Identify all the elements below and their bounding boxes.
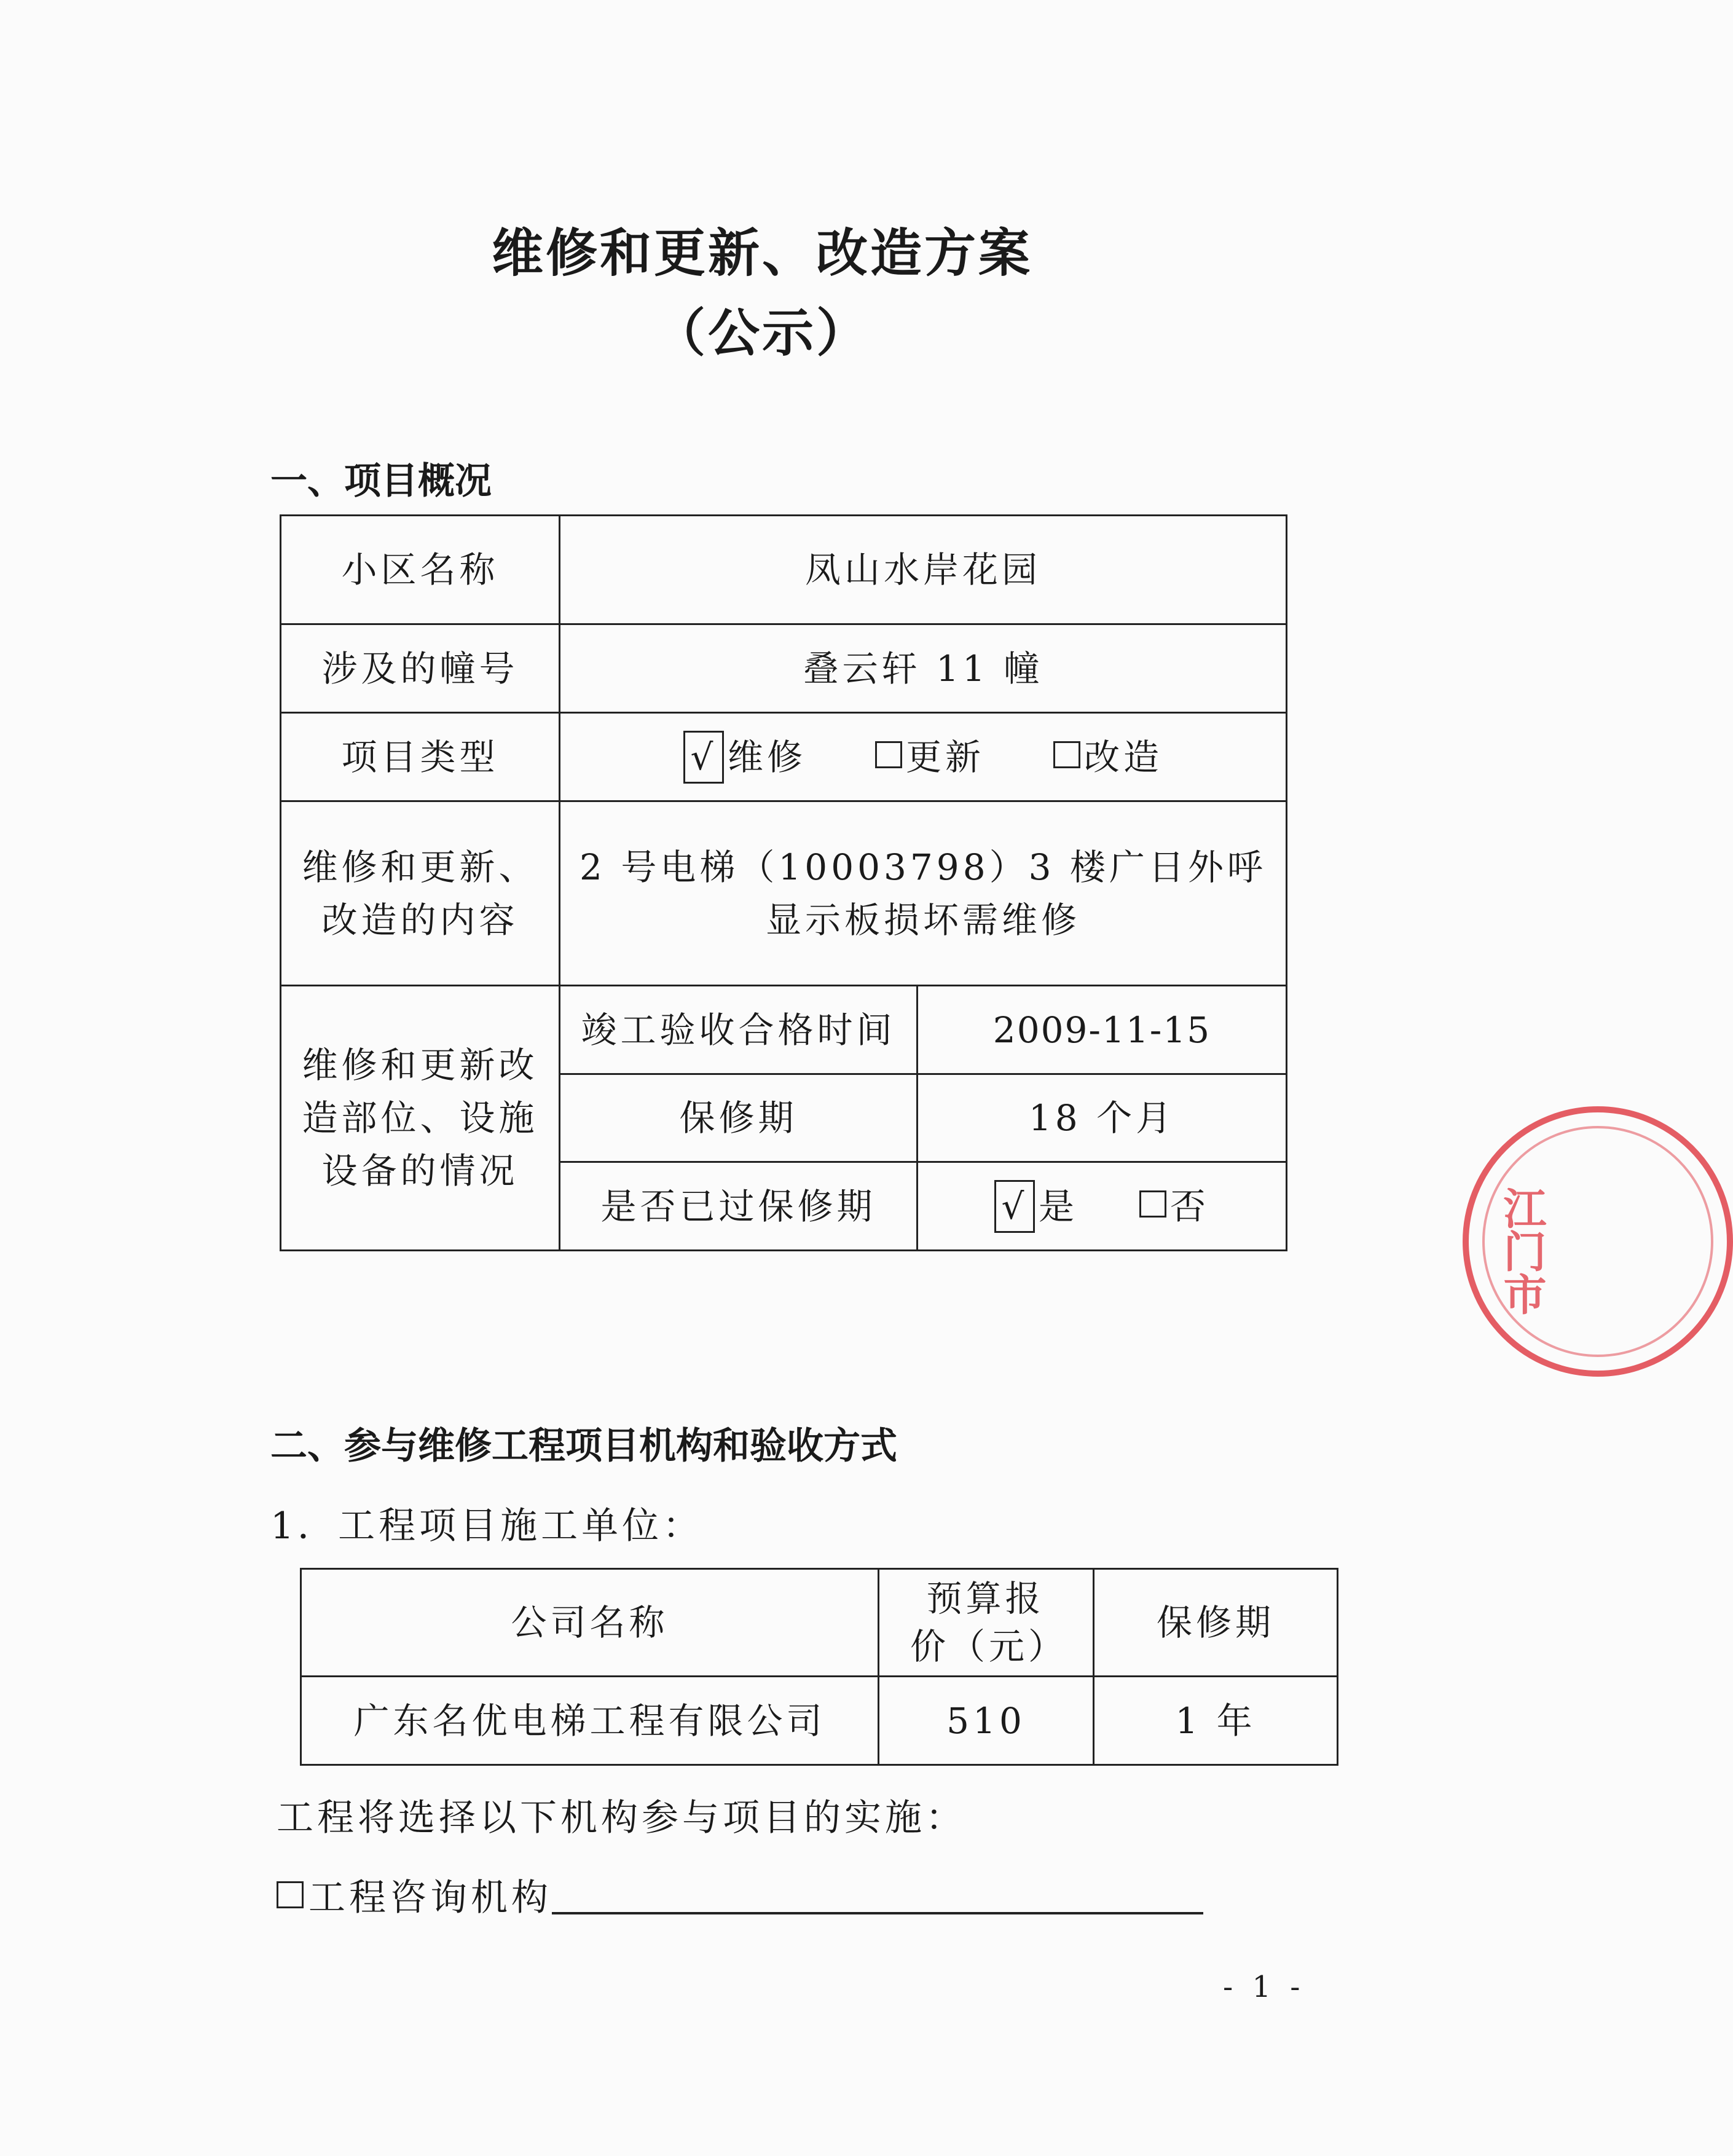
header-budget: 预算报价（元） [910,1578,1068,1667]
content-value: 2 号电梯（10003798）3 楼广日外呼显示板损坏需维修 [580,846,1267,941]
table-cell-budget: 510 [946,1699,1026,1742]
unchecked-checkbox-icon[interactable] [1139,1190,1166,1218]
expired-options [918,1163,1286,1249]
header-warranty: 保修期 [1156,1602,1275,1643]
warranty-label: 保修期 [679,1097,798,1139]
acceptance-date-value: 2009-11-15 [992,1009,1211,1051]
type-option-label: 改造 [1084,736,1163,778]
situation-label: 维修和更新改造部位、设施设备的情况 [302,1044,538,1192]
content-label: 维修和更新、改造的内容 [302,846,538,941]
page-number: - 1 - [1223,1970,1305,2004]
expired-option-label: 是 [1038,1185,1078,1227]
consult-fill-line[interactable] [552,1875,1203,1914]
type-option-update[interactable] [875,731,984,784]
section2-heading: 二、参与维修工程项目机构和验收方式 [270,1425,897,1468]
unchecked-checkbox-icon[interactable] [1053,741,1080,768]
acceptance-date-label: 竣工验收合格时间 [581,1009,896,1051]
contractor-subheading: 1．工程项目施工单位： [270,1505,704,1548]
table-cell-company: 广东名优电梯工程有限公司 [353,1699,826,1742]
checked-checkbox-icon[interactable]: √ [683,731,724,784]
unchecked-checkbox-icon[interactable] [875,741,902,768]
select-institutions-text: 工程将选择以下机构参与项目的实施： [277,1796,966,1839]
building-number-value: 叠云轩 11 幢 [803,647,1043,690]
red-seal-stamp [1463,1106,1733,1377]
building-number-label: 涉及的幢号 [321,647,519,690]
unchecked-checkbox-icon[interactable] [277,1881,304,1908]
expired-option-label: 否 [1170,1185,1210,1227]
type-option-label: 更新 [905,736,984,778]
stamp-text: 江门市 [1496,1186,1547,1315]
project-type-label: 项目类型 [341,736,499,778]
checked-checkbox-icon[interactable]: √ [994,1180,1035,1233]
project-type-options [560,714,1286,800]
type-option-repair[interactable] [683,731,806,784]
table-cell-warranty: 1 年 [1175,1699,1256,1742]
expired-label: 是否已过保修期 [600,1185,876,1227]
expired-option-yes[interactable] [994,1180,1078,1233]
header-company-name: 公司名称 [511,1602,669,1643]
type-option-renovate[interactable] [1053,731,1163,784]
warranty-value: 18 个月 [1028,1097,1176,1139]
community-name-label: 小区名称 [341,549,499,591]
type-option-label: 维修 [727,736,806,778]
consult-option-label: 工程咨询机构 [308,1876,552,1919]
expired-option-no[interactable] [1139,1180,1209,1233]
community-name-value: 凤山水岸花园 [804,549,1041,591]
document-title: 维修和更新、改造方案 [491,223,1032,283]
consult-option[interactable] [277,1868,1203,1921]
document-subtitle: （公示） [653,303,870,363]
section1-heading: 一、项目概况 [270,460,492,503]
